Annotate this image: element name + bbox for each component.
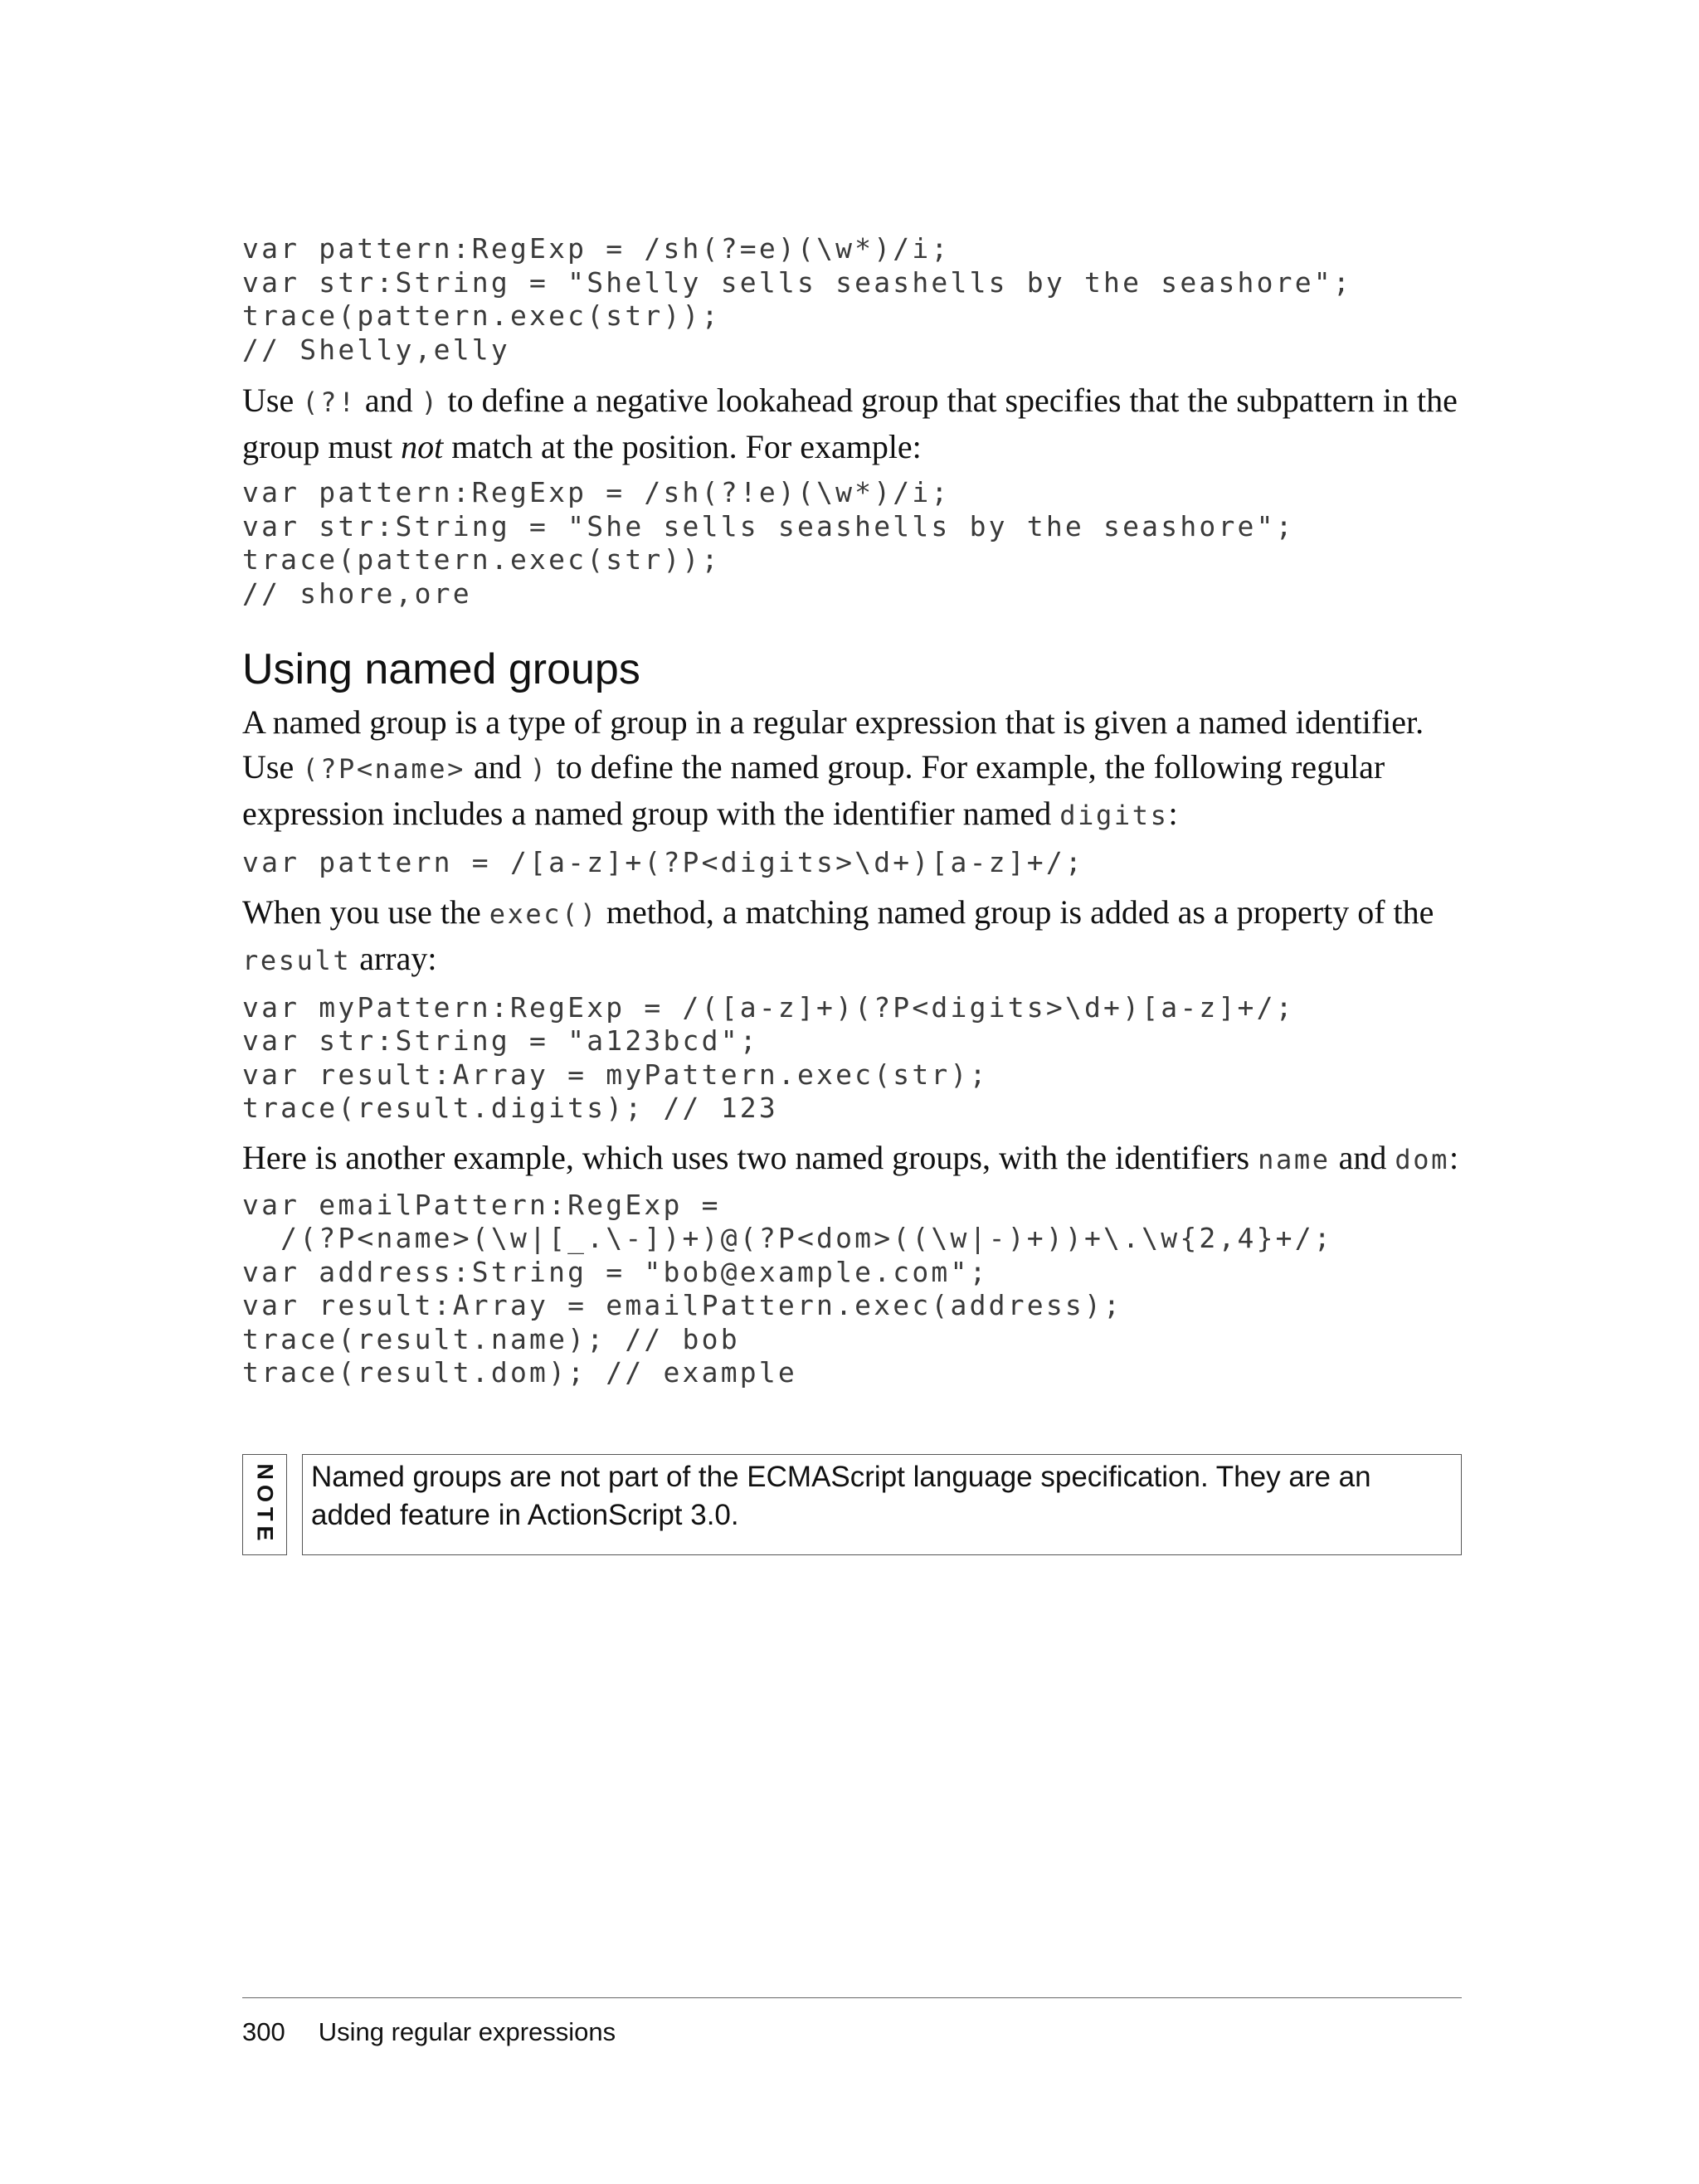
text-run: array: bbox=[351, 939, 437, 977]
inline-code: ) bbox=[421, 387, 440, 418]
page-content bbox=[242, 232, 1462, 1390]
inline-code: (?! bbox=[302, 387, 357, 418]
paragraph-negative-lookahead bbox=[242, 378, 1462, 469]
inline-code: dom bbox=[1395, 1143, 1449, 1175]
code-line: var str:String = "a123bcd"; bbox=[242, 1024, 759, 1057]
inline-code: name bbox=[1258, 1143, 1331, 1175]
text-run: and bbox=[1330, 1138, 1395, 1176]
section-heading: Using named groups bbox=[242, 645, 640, 693]
code-line: // Shelly,elly bbox=[242, 333, 510, 366]
text-run: : bbox=[1168, 795, 1178, 832]
note-callout bbox=[242, 1454, 1462, 1557]
code-line: trace(result.dom); // example bbox=[242, 1356, 797, 1389]
paragraph-two-named-groups bbox=[242, 1136, 1462, 1182]
code-line: // shore,ore bbox=[242, 576, 472, 610]
inline-code: (?P<name> bbox=[302, 753, 466, 785]
text-run: and bbox=[356, 382, 421, 419]
code-block-exec-example bbox=[242, 991, 1462, 1126]
text-run: match at the position. For example: bbox=[443, 428, 922, 465]
code-block-negative-lookahead bbox=[242, 476, 1462, 610]
footer-divider bbox=[242, 1997, 1462, 1998]
code-block-positive-lookahead bbox=[242, 232, 1462, 367]
text-run: Here is another example, which uses two named groups, with the identifiers bbox=[242, 1138, 1258, 1176]
page-number: 300 bbox=[242, 2017, 285, 2046]
text-run: Use bbox=[242, 382, 303, 419]
code-line: trace(result.digits); // 123 bbox=[242, 1092, 778, 1124]
code-line: var address:String = "bob@example.com"; bbox=[242, 1255, 989, 1288]
code-line: trace(result.name); // bob bbox=[242, 1322, 740, 1355]
text-run: method, a matching named group is added as a property of the bbox=[597, 893, 1434, 931]
text-run: When you use the bbox=[242, 893, 489, 931]
paragraph-named-group-intro bbox=[242, 700, 1462, 838]
inline-code: result bbox=[242, 944, 352, 976]
text-run: : bbox=[1448, 1138, 1459, 1176]
code-line: var str:String = "She sells seashells by the seashore"; bbox=[242, 509, 1295, 542]
code-line: var result:Array = emailPattern.exec(address); bbox=[242, 1289, 1123, 1321]
code-line: var pattern:RegExp = /sh(?=e)(\w*)/i; bbox=[242, 232, 951, 265]
code-line: var myPattern:RegExp = /([a-z]+)(?P<digits>\d+)[a-z]+/; bbox=[242, 990, 1295, 1024]
code-line: trace(pattern.exec(str)); bbox=[242, 299, 721, 332]
note-tab bbox=[242, 1454, 287, 1555]
chapter-title: Using regular expressions bbox=[318, 2017, 616, 2046]
paragraph-exec-method bbox=[242, 890, 1462, 983]
code-block-named-group bbox=[242, 846, 1462, 880]
text-run: to define a negative lookahead group that specifies that the subpattern in the group must bbox=[242, 382, 1458, 465]
inline-code: digits bbox=[1059, 800, 1169, 831]
text-run: and bbox=[465, 748, 530, 786]
code-line: var str:String = "Shelly sells seashells by the seashore"; bbox=[242, 265, 1352, 299]
inline-code: exec() bbox=[489, 897, 598, 930]
code-line: var pattern:RegExp = /sh(?!e)(\w*)/i; bbox=[242, 476, 951, 508]
code-block-email-example bbox=[242, 1189, 1462, 1390]
code-line: var emailPattern:RegExp = bbox=[242, 1188, 721, 1221]
page-footer bbox=[242, 2016, 616, 2049]
text-run: A named group is a type of group in a regular expression that is given a named identifier. Use bbox=[242, 703, 1424, 786]
note-tab-label: NOTE bbox=[252, 1463, 278, 1546]
emphasis-text: not bbox=[401, 428, 444, 465]
code-line: var pattern = /[a-z]+(?P<digits>\d+)[a-z]+/; bbox=[242, 846, 1084, 878]
code-line: trace(pattern.exec(str)); bbox=[242, 543, 721, 576]
text-run: to define the named group. For example, the following regular expression includes a named group with the identifier named bbox=[242, 748, 1385, 832]
inline-code: ) bbox=[529, 753, 548, 785]
code-line: /(?P<name>(\w|[_.\-])+)@(?P<dom>((\w|-)+))+\.\w{2,4}+/; bbox=[242, 1222, 1333, 1254]
note-text: Named groups are not part of the ECMAScript language specification. They are an added feature in ActionScript 3.0. bbox=[302, 1454, 1462, 1555]
code-line: var result:Array = myPattern.exec(str); bbox=[242, 1058, 989, 1091]
